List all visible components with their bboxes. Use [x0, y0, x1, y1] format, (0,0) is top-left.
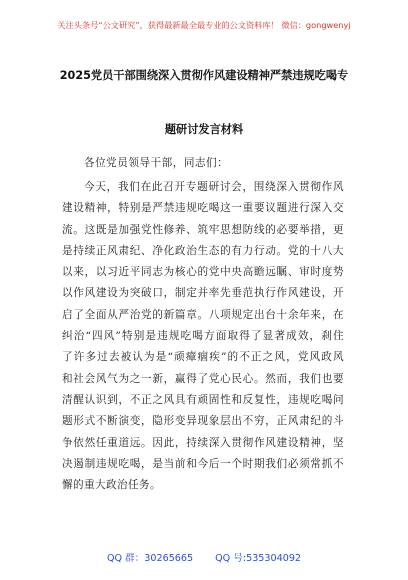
body-paragraph [62, 177, 344, 496]
document-title-line-2: 题研讨发言材料 [164, 123, 244, 136]
paragraph-line: 和社会风气为之一新，赢得了党心民心。然而，我们也要 [62, 372, 344, 385]
paragraph-line: 是持续正风肃纪、净化政治生态的有力行动。党的十八大 [62, 244, 344, 257]
paragraph-line: 题形式不断演变，隐形变异现象层出不穷，正风肃纪的斗 [62, 415, 344, 428]
paragraph-line: 以作风建设为突破口，制定并率先垂范执行作风建设，开 [62, 287, 344, 300]
promo-header-note: 关注头条号“公文研究”，获得最新最全最专业的公文资料库！ 微信：gongwenyj [57, 20, 351, 30]
salutation: 各位党员领导干部，同志们： [84, 157, 229, 169]
paragraph-line: 以来，以习近平同志为核心的党中央高瞻远瞩、审时度势 [62, 266, 344, 279]
qq-group-number: QQ 群：30265665 [106, 553, 194, 564]
paragraph-line: 清醒认识到，不正之风具有顽固性和反复性，违规吃喝问 [62, 393, 344, 406]
paragraph-line: 决遏制违规吃喝，是当前和今后一个时期我们必须常抓不 [62, 457, 344, 470]
paragraph-line: 懈的重大政治任务。 [62, 479, 161, 492]
document-title-line-1: 2025党员干部围绕深入贯彻作风建设精神严禁违规吃喝专 [59, 69, 349, 82]
paragraph-line: 启了全面从严治党的新篇章。八项规定出台十余年来，在 [62, 308, 344, 321]
paragraph-line: 今天，我们在此召开专题研讨会，围绕深入贯彻作风 [84, 181, 344, 193]
paragraph-line: 建设精神，特别是严禁违规吃喝这一重要议题进行深入交 [62, 202, 344, 215]
paragraph-line: 了许多过去被认为是“顽瘴痼疾”的不正之风，党风政风 [62, 351, 344, 364]
paragraph-line: 争依然任重道远。因此，持续深入贯彻作风建设精神，坚 [62, 436, 344, 449]
document-body [62, 153, 344, 496]
paragraph-line: 纠治“四风”特别是违规吃喝方面取得了显著成效，刹住 [62, 330, 344, 343]
paragraph-line: 流。这既是加强党性修养、筑牢思想防线的必要举措，更 [62, 223, 344, 236]
qq-number: QQ 号:535304092 [215, 553, 302, 564]
footer-contact [0, 550, 408, 564]
